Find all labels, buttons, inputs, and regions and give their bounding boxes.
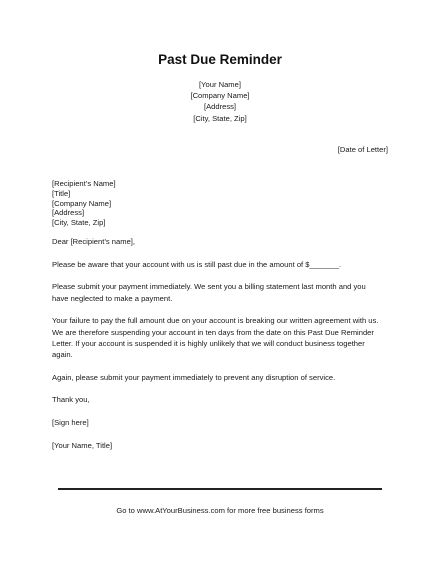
body-paragraph: Please be aware that your account with us is still past due in the amount of $_______. [52,259,342,269]
recipient-company: [Company Name] [52,198,112,208]
name-title: [Your Name, Title] [52,440,113,450]
sender-name: [Your Name] [199,80,241,89]
signature-line: [Sign here] [52,418,89,428]
letter-title: Past Due Reminder [158,52,282,67]
letter-date: [Date of Letter] [337,145,388,154]
recipient-city-state-zip: [City, State, Zip] [52,218,106,228]
sender-block [0,79,440,124]
footer-text: Go to www.AtYourBusiness.com for more free business forms [116,506,324,515]
recipient-title: [Title] [52,188,71,198]
salutation: Dear [Recipient’s name], [52,237,136,246]
sender-city-state-zip: [City, State, Zip] [193,113,247,123]
body-paragraph: Your failure to pay the full amount due on your account is breaking our written agreement with us. We are therefore suspending your account in ten days from the date on this Past Due Reminder Letter. If your account is suspended it is highly unlikely that we will conduct business together again. [52,316,379,359]
recipient-name: [Recipient’s Name] [52,179,116,188]
sender-company: [Company Name] [190,91,250,101]
recipient-address: [Address] [52,208,85,218]
closing: Thank you, [52,395,90,405]
sender-address: [Address] [203,102,237,112]
letter-body [52,236,382,462]
recipient-block [52,179,116,228]
body-paragraph: Please submit your payment immediately. We sent you a billing statement last month and you have neglected to make a payment. [52,282,366,303]
footer-divider [58,488,382,490]
body-paragraph: Again, please submit your payment immediately to prevent any disruption of service. [52,372,336,382]
